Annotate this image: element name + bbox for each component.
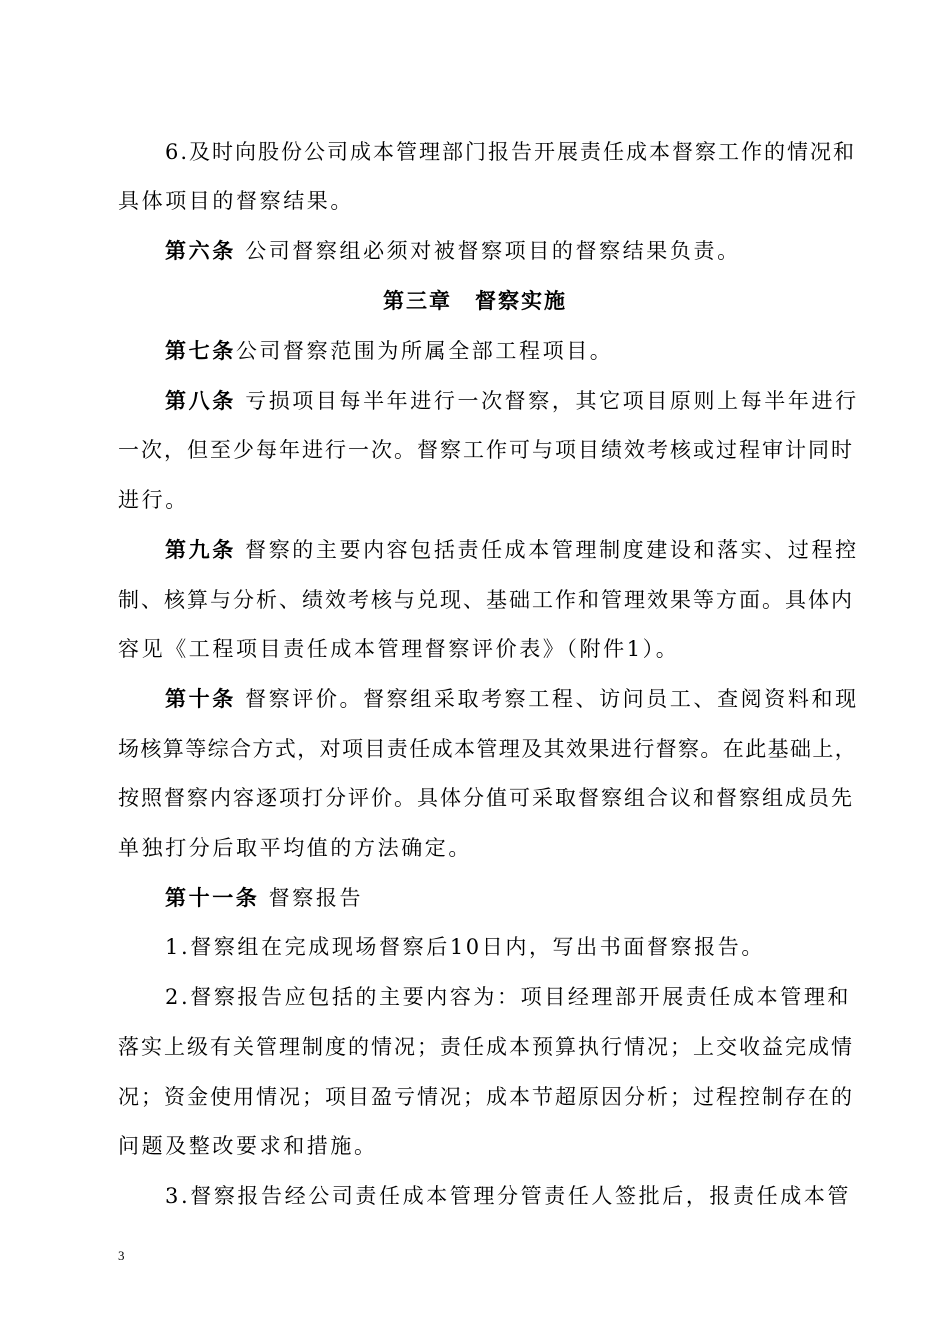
- paragraph-line: [118, 435, 854, 465]
- paragraph-line: [165, 137, 856, 167]
- paragraph-line: [118, 585, 854, 615]
- line-text: 督察的主要内容包括责任成本管理制度建设和落实、过程控: [235, 538, 859, 562]
- line-text: 6.及时向股份公司成本管理部门报告开展责任成本督察工作的情况和: [165, 140, 857, 164]
- page-number: 3: [118, 1248, 125, 1263]
- article-label: 第十一条: [165, 885, 260, 910]
- line-text: 问题及整改要求和措施。: [118, 1134, 378, 1158]
- line-text: 落实上级有关管理制度的情况；责任成本预算执行情况；上交收益完成情: [118, 1035, 854, 1059]
- line-text: 2.督察报告应包括的主要内容为：项目经理部开展责任成本管理和: [165, 985, 852, 1009]
- line-text: 单独打分后取平均值的方法确定。: [118, 836, 472, 860]
- article-10: [165, 684, 859, 714]
- article-label: 第十条: [165, 686, 236, 711]
- line-text: 容见《工程项目责任成本管理督察评价表》（附件1）。: [118, 637, 680, 661]
- paragraph-line: [118, 833, 472, 863]
- line-text: 公司督察组必须对被督察项目的督察结果负责。: [235, 239, 741, 263]
- line-text: 一次，但至少每年进行一次。督察工作可与项目绩效考核或过程审计同时: [118, 438, 854, 462]
- line-text: 况；资金使用情况；项目盈亏情况；成本节超原因分析；过程控制存在的: [118, 1085, 854, 1109]
- line-text: 亏损项目每半年进行一次督察，其它项目原则上每半年进行: [235, 389, 859, 413]
- paragraph-line: [118, 1032, 854, 1062]
- line-text: 制、核算与分析、绩效考核与兑现、基础工作和管理效果等方面。具体内: [118, 588, 854, 612]
- line-text: 进行。: [118, 488, 189, 512]
- paragraph-line: [118, 1131, 378, 1161]
- paragraph-line: [118, 186, 354, 216]
- paragraph-line: [118, 1082, 854, 1112]
- paragraph-line: [165, 982, 851, 1012]
- article-label: 第六条: [165, 238, 236, 263]
- line-text: 具体项目的督察结果。: [118, 189, 354, 213]
- paragraph-line: [118, 734, 857, 764]
- paragraph-line: [165, 1181, 851, 1211]
- paragraph-line: [118, 485, 189, 515]
- article-8: [165, 386, 859, 416]
- chapter-heading: 第三章 督察实施: [383, 288, 567, 313]
- paragraph-line: [165, 932, 765, 962]
- article-11: [165, 883, 363, 913]
- line-text: 1.督察组在完成现场督察后10日内，写出书面督察报告。: [165, 935, 765, 959]
- line-text: 按照督察内容逐项打分评价。具体分值可采取督察组合议和督察组成员先: [118, 786, 854, 810]
- article-6: [165, 236, 741, 266]
- article-7: [165, 336, 613, 366]
- article-label: 第九条: [165, 537, 236, 562]
- article-label: 第八条: [165, 388, 236, 413]
- line-text: 督察评价。督察组采取考察工程、访问员工、查阅资料和现: [235, 687, 859, 711]
- line-text: 3.督察报告经公司责任成本管理分管责任人签批后，报责任成本管: [165, 1184, 852, 1208]
- paragraph-line: [118, 783, 854, 813]
- paragraph-line: [118, 634, 679, 664]
- line-text: 督察报告: [259, 886, 364, 910]
- line-text: 公司督察范围为所属全部工程项目。: [235, 339, 614, 363]
- article-9: [165, 535, 859, 565]
- article-label: 第七条: [165, 338, 236, 363]
- line-text: 场核算等综合方式，对项目责任成本管理及其效果进行督察。在此基础上，: [118, 737, 858, 761]
